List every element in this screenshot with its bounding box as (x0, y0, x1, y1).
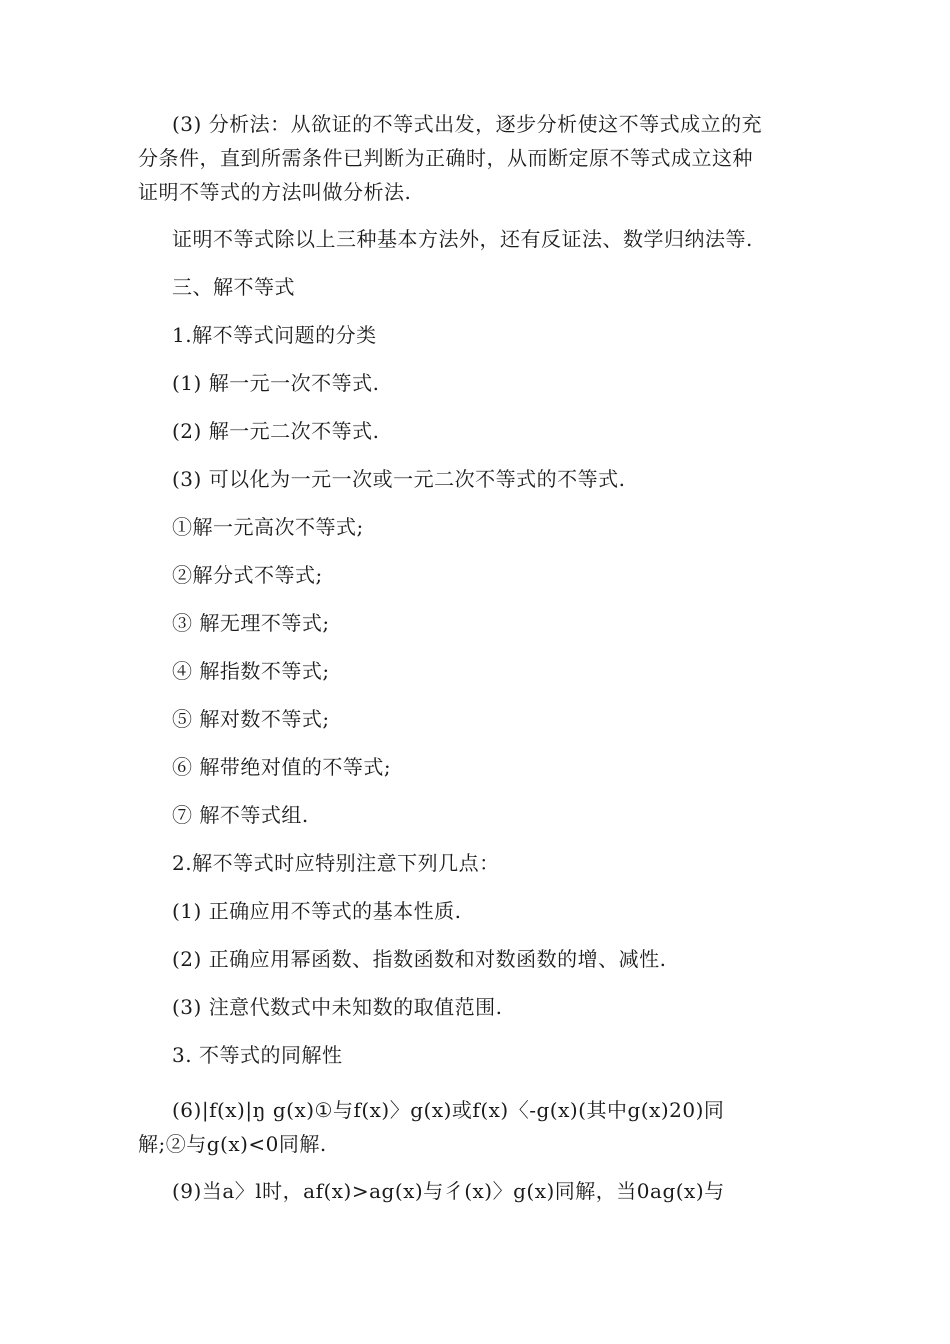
list-item (138, 702, 852, 736)
list-item (138, 558, 852, 592)
text-line: (6)|f(x)|ŋ g(x)①与f(x)〉g(x)或f(x)〈-g(x)(其中g(x)20)同 (172, 1098, 725, 1122)
text-line: 1.解不等式问题的分类 (172, 323, 377, 347)
text-line: ⑥ 解带绝对值的不等式; (172, 755, 392, 779)
text-line: ②解分式不等式; (172, 563, 323, 587)
text-line: ⑦ 解不等式组. (172, 803, 309, 827)
paragraph-exponential-rule (138, 1174, 852, 1208)
list-item (138, 510, 852, 544)
text-line: 3. 不等式的同解性 (172, 1043, 343, 1067)
text-line: ①解一元高次不等式; (172, 515, 364, 539)
text-line: (1) 正确应用不等式的基本性质. (172, 899, 462, 923)
subheading-classification (138, 318, 852, 352)
text-line: ⑤ 解对数不等式; (172, 707, 330, 731)
text-line: (1) 解一元一次不等式. (172, 371, 380, 395)
text-line: (2) 正确应用幂函数、指数函数和对数函数的增、减性. (172, 947, 667, 971)
subheading-attention-points (138, 846, 852, 880)
text-line: (9)当a〉l时，af(x)>ag(x)与彳(x)〉g(x)同解，当0ag(x)与 (172, 1179, 725, 1203)
list-item (138, 750, 852, 784)
text-line: 2.解不等式时应特别注意下列几点： (172, 851, 500, 875)
list-item (138, 606, 852, 640)
text-line: 分条件，直到所需条件已判断为正确时，从而断定原不等式成立这种 (138, 146, 753, 170)
subheading-equivalence (138, 1038, 852, 1072)
text-line: (2) 解一元二次不等式. (172, 419, 380, 443)
list-item (138, 462, 852, 496)
section-heading-solve-inequalities (138, 270, 852, 304)
paragraph-other-methods (138, 222, 852, 256)
text-line: (3) 注意代数式中未知数的取值范围. (172, 995, 503, 1019)
list-item (138, 990, 852, 1024)
text-line: 三、解不等式 (172, 275, 295, 299)
list-item (138, 894, 852, 928)
text-line: 证明不等式除以上三种基本方法外，还有反证法、数学归纳法等. (172, 227, 753, 251)
text-line: ④ 解指数不等式; (172, 659, 330, 683)
list-item (138, 414, 852, 448)
list-item (138, 366, 852, 400)
list-item (138, 798, 852, 832)
text-line: (3) 分析法：从欲证的不等式出发，逐步分析使这不等式成立的充 (172, 112, 763, 136)
list-item (138, 654, 852, 688)
text-line: (3) 可以化为一元一次或一元二次不等式的不等式. (172, 467, 626, 491)
text-line: ③ 解无理不等式; (172, 611, 330, 635)
text-line: 证明不等式的方法叫做分析法. (138, 180, 412, 204)
text-line: 解;②与g(x)<0同解. (138, 1132, 327, 1156)
paragraph-absolute-value-rule (138, 1093, 818, 1161)
paragraph-analysis-method (138, 107, 818, 209)
list-item (138, 942, 852, 976)
